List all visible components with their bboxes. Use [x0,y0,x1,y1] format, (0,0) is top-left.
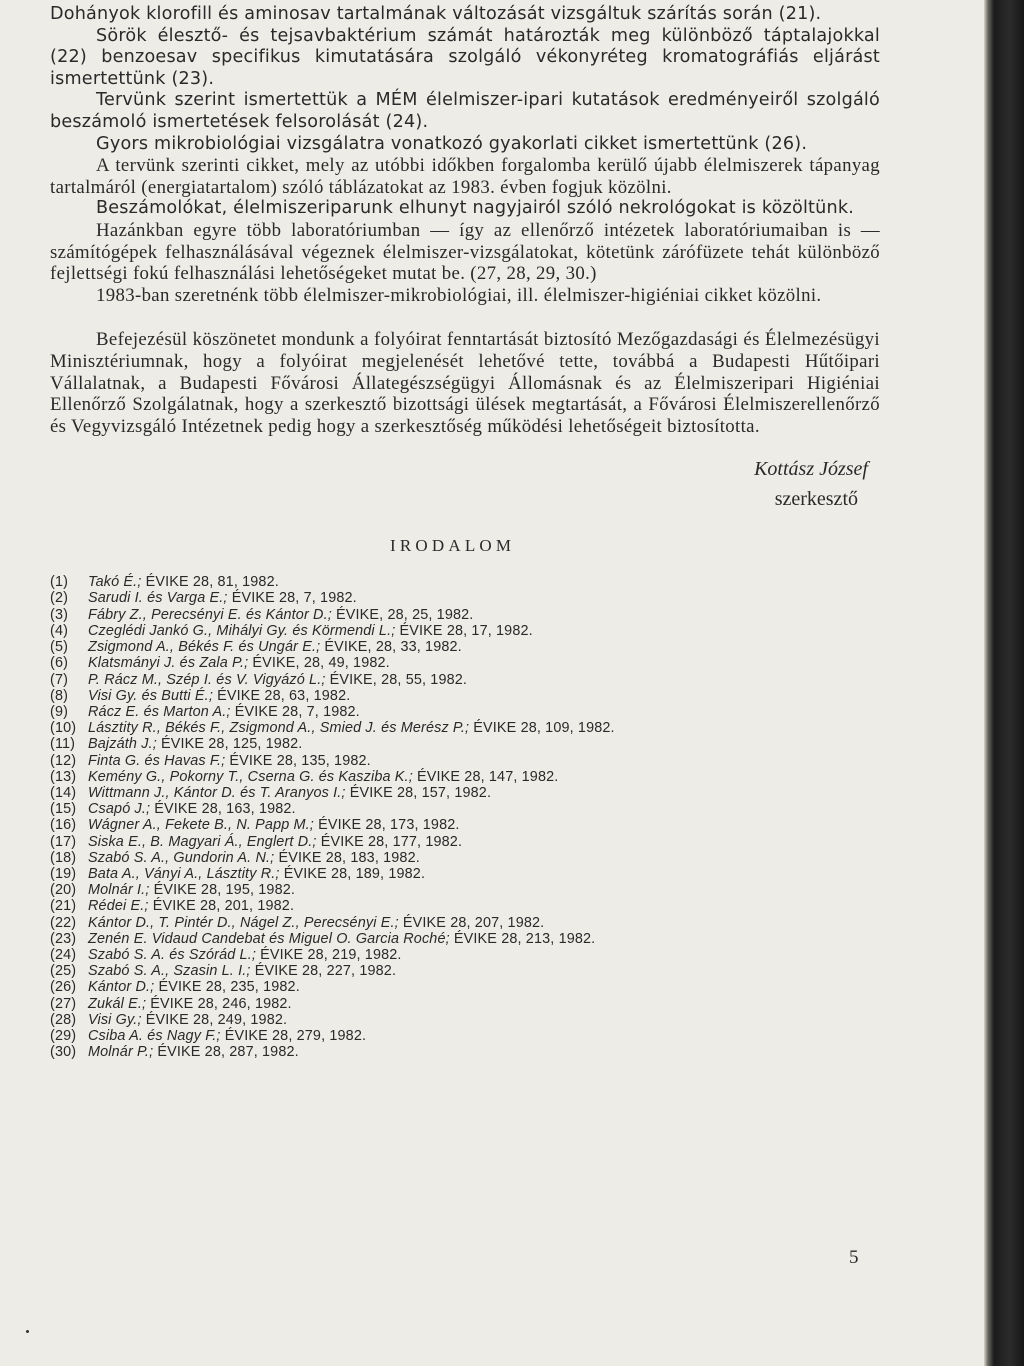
reference-item [50,639,880,655]
reference-authors: Molnár I.; [88,882,150,899]
reference-item [50,1012,880,1028]
reference-citation: ÉVIKE 28, 183, 1982. [274,849,420,866]
reference-item [50,590,880,606]
reference-authors: Rácz E. és Marton A.; [88,703,231,720]
reference-item [50,947,880,963]
reference-number: (6) [50,655,69,672]
paragraph: Dohányok klorofill és aminosav tartalmának változását vizsgáltuk szárítás során (21). [50,4,822,24]
reference-citation: ÉVIKE 28, 227, 1982. [250,963,397,980]
reference-citation: ÉVIKE, 28, 25, 1982. [331,606,474,623]
reference-item [50,704,880,720]
reference-number: (13) [50,768,77,785]
reference-number: (17) [50,833,77,850]
reference-item [50,866,880,882]
reference-authors: Takó É.; [88,574,142,591]
closing-paragraph: Befejezésül köszönetet mondunk a folyóirat fenntartását biztosító Mezőgazdasági és Élelmezésügyi Minisztériumnak, hogy a folyóirat megjelenését lehetővé tette, továbbá a Budapesti Hűtőipari Vállalatnak, a Budapesti Fővárosi Állategészségügyi Állomásnak és az Élelmiszeripari Higiéniai Ellenőrző Szolgálatnak, hogy a szerkesztő bizottsági ülések megtartását, a Fővárosi Élelmiszerellenőrző és Vegyvizsgáló Intézetnek pedig hogy a szerkesztőség működési lehetőségeit biztosította. [50,329,880,437]
reference-citation: ÉVIKE 28, 163, 1982. [150,801,296,818]
reference-item [50,720,880,736]
body-text [50,4,880,437]
reference-item [50,834,880,850]
reference-number: (18) [50,849,77,866]
reference-number: (26) [50,979,77,996]
reference-number: (20) [50,882,77,899]
reference-number: (27) [50,995,77,1012]
reference-authors: Visi Gy.; [88,1011,142,1028]
signature-block [50,454,880,514]
reference-item [50,736,880,752]
reference-citation: ÉVIKE 28, 249, 1982. [141,1011,288,1028]
paragraph: A tervünk szerinti cikket, mely az utóbbi időkben forgalomba kerülő újabb élelmiszerek tápanyag tartalmáról (energiatartalom) szóló táblázatokat az 1983. évben fogjuk közölni. [50,155,880,198]
reference-item [50,979,880,995]
reference-citation: ÉVIKE 28, 287, 1982. [153,1044,299,1061]
reference-citation: ÉVIKE, 28, 55, 1982. [325,671,468,688]
reference-authors: Finta G. és Havas F.; [88,752,226,769]
reference-item [50,850,880,866]
reference-number: (10) [50,720,77,737]
reference-authors: Zsigmond A., Békés F. és Ungár E.; [88,639,321,656]
reference-authors: Zenén E. Vidaud Candebat és Miguel O. Garcia Roché; [88,930,450,947]
reference-citation: ÉVIKE 28, 207, 1982. [398,914,545,931]
reference-authors: Czeglédi Jankó G., Mihályi Gy. és Körmendi L.; [88,622,396,639]
reference-citation: ÉVIKE 28, 7, 1982. [230,703,360,720]
reference-number: (15) [50,801,77,818]
references-list [50,574,880,1060]
reference-item [50,574,880,590]
reference-number: (7) [50,671,69,688]
reference-number: (12) [50,752,77,769]
paragraph: Beszámolókat, élelmiszeriparunk elhunyt nagyjairól szóló nekrológokat is közöltünk. [96,198,855,219]
reference-item [50,1028,880,1044]
paragraph: Sörök élesztő- és tejsavbaktérium számát határozták meg különböző táptalajokkal (22) benzoesav specifikus kimutatására szolgáló vékonyréteg kromatográfiás eljárást ismertettünk (23). [50,25,880,89]
reference-item [50,931,880,947]
signature-name: Kottász József [754,458,868,481]
reference-citation: ÉVIKE 28, 246, 1982. [146,995,292,1012]
reference-item [50,655,880,671]
reference-citation: ÉVIKE 28, 147, 1982. [412,768,559,785]
reference-authors: P. Rácz M., Szép I. és V. Vigyázó L.; [88,671,326,688]
reference-citation: ÉVIKE 28, 7, 1982. [227,590,357,607]
reference-authors: Csiba A. és Nagy F.; [88,1027,221,1044]
margin-mark [26,1330,29,1333]
reference-citation: ÉVIKE, 28, 33, 1982. [320,639,462,656]
reference-citation: ÉVIKE 28, 279, 1982. [220,1027,367,1044]
paragraph: 1983-ban szeretnénk több élelmiszer-mikrobiológiai, ill. élelmiszer-higiéniai cikket közölni. [96,284,822,306]
reference-number: (25) [50,963,77,980]
reference-authors: Wágner A., Fekete B., N. Papp M.; [88,817,314,834]
reference-number: (23) [50,930,77,947]
reference-authors: Lásztity R., Békés F., Zsigmond A., Smied J. és Merész P.; [88,720,470,737]
reference-citation: ÉVIKE 28, 17, 1982. [395,622,533,639]
reference-authors: Szabó S. A., Szasin L. I.; [88,963,251,980]
reference-citation: ÉVIKE 28, 125, 1982. [156,736,303,753]
signature-role: szerkesztő [774,488,858,511]
reference-item [50,785,880,801]
reference-item [50,882,880,898]
reference-item [50,1044,880,1060]
reference-authors: Zukál E.; [88,995,147,1012]
reference-citation: ÉVIKE, 28, 49, 1982. [248,655,390,672]
paragraph: Tervünk szerint ismertettük a MÉM élelmiszer-ipari kutatások eredményeiről szolgáló beszámoló ismertetések felsorolását (24). [50,90,880,132]
reference-number: (1) [50,574,69,591]
reference-authors: Visi Gy. és Butti É.; [88,687,213,704]
reference-citation: ÉVIKE 28, 109, 1982. [469,720,615,737]
reference-authors: Szabó S. A. és Szórád L.; [88,946,256,963]
reference-citation: ÉVIKE 28, 235, 1982. [154,979,300,996]
reference-authors: Rédei E.; [88,898,149,915]
reference-authors: Szabó S. A., Gundorin A. N.; [88,849,275,866]
reference-number: (21) [50,898,77,915]
reference-item [50,963,880,979]
reference-number: (5) [50,639,69,656]
reference-item [50,769,880,785]
document-page [50,4,880,1060]
reference-number: (4) [50,622,69,639]
reference-authors: Csapó J.; [88,801,151,818]
reference-citation: ÉVIKE 28, 213, 1982. [449,930,596,947]
reference-item [50,898,880,914]
reference-item [50,688,880,704]
reference-number: (30) [50,1044,77,1061]
reference-citation: ÉVIKE 28, 173, 1982. [313,817,460,834]
reference-authors: Kántor D., T. Pintér D., Nágel Z., Perecsényi E.; [88,914,399,931]
reference-authors: Kemény G., Pokorny T., Cserna G. és Kasziba K.; [88,768,413,785]
reference-citation: ÉVIKE 28, 189, 1982. [279,865,426,882]
reference-citation: ÉVIKE 28, 135, 1982. [225,752,371,769]
reference-item [50,817,880,833]
reference-item [50,996,880,1012]
reference-item [50,607,880,623]
reference-number: (24) [50,946,77,963]
reference-number: (11) [50,736,76,753]
page-number: 5 [849,1247,859,1268]
reference-item [50,623,880,639]
reference-number: (9) [50,703,69,720]
reference-number: (19) [50,865,77,882]
reference-citation: ÉVIKE 28, 63, 1982. [212,687,351,704]
reference-item [50,672,880,688]
reference-authors: Klatsmányi J. és Zala P.; [88,655,249,672]
reference-authors: Molnár P.; [88,1044,154,1061]
reference-number: (3) [50,606,69,623]
reference-number: (14) [50,784,77,801]
reference-number: (16) [50,817,77,834]
reference-item [50,915,880,931]
reference-citation: ÉVIKE 28, 177, 1982. [316,833,463,850]
book-spine [984,0,1024,1366]
reference-authors: Wittmann J., Kántor D. és T. Aranyos I.; [88,784,346,801]
reference-authors: Siska E., B. Magyari Á., Englert D.; [88,833,317,850]
references-title: IRODALOM [390,536,516,556]
reference-authors: Sarudi I. és Varga E.; [88,590,228,607]
reference-authors: Kántor D.; [88,979,155,996]
paragraph: Gyors mikrobiológiai vizsgálatra vonatkozó gyakorlati cikket ismertettünk (26). [96,133,808,154]
reference-number: (8) [50,687,69,704]
reference-number: (28) [50,1011,77,1028]
reference-citation: ÉVIKE 28, 157, 1982. [345,784,492,801]
reference-number: (29) [50,1027,77,1044]
reference-authors: Bata A., Ványi A., Lásztity R.; [88,865,280,882]
reference-number: (22) [50,914,77,931]
reference-authors: Fábry Z., Perecsényi E. és Kántor D.; [88,606,332,623]
reference-item [50,801,880,817]
reference-authors: Bajzáth J.; [88,736,157,753]
reference-citation: ÉVIKE 28, 195, 1982. [149,882,296,899]
reference-citation: ÉVIKE 28, 219, 1982. [256,946,402,963]
reference-citation: ÉVIKE 28, 81, 1982. [141,574,279,591]
reference-item [50,753,880,769]
paragraph: Hazánkban egyre több laboratóriumban — így az ellenőrző intézetek laboratóriumaiban is — számítógépek felhasználásával végeznek élelmiszer-vizsgálatokat, kötetünk zárófüzete tehát különböző fejlettségi fokú felhasználási lehetőségeket mutat be. (27, 28, 29, 30.) [50,219,880,285]
reference-number: (2) [50,590,69,607]
reference-citation: ÉVIKE 28, 201, 1982. [148,898,295,915]
